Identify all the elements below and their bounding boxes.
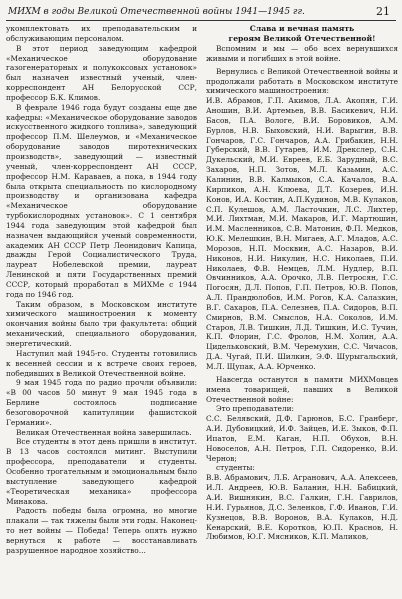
memory-intro: Навсегда останутся в памяти МИХМовцев имена товарищей, павших в Великой Отечественной войне: [206,374,398,404]
page-number: 21 [376,5,390,18]
paragraph: В этот период заведующим кафедрой «Механическое оборудование газогенераторных и полукоксовых установок» был назначен известный ученый, член-корреспондент АН Белорусской ССР, профессор Б.К. Климов. [6,43,197,102]
paragraph: Наступил май 1945-го. Студенты готовились к весенней сессии и к встрече своих героев, победивших в Великой Отечественной войне. [6,348,197,378]
paragraph: 9 мая 1945 года по радио прочли объявили: «В 00 часов 50 минут 9 мая 1945 года в Берлине состоялось подписание безоговорочной капитуляции фашистской Германии». [6,378,197,427]
running-header [8,4,394,20]
right-column [206,24,398,599]
teachers-label: Это преподаватели: [216,404,295,414]
paragraph: В феврале 1946 года будут созданы еще две кафедры: «Механическое оборудование заводов искусственного жидкого топлива», заведующий профессор П.М. Шелеумов, и «Механическое оборудование заводов пиротехнических производств», заведующий — известный ученый, член-корреспондент АН СССР, профессор Н.М. Караваев, а пока, в 1944 году была открыта специальность по кислородному производству и организована кафедра «Механическое оборудование турбокислородных установок». С 1 сентября 1944 года заведующим этой кафедрой был назначен выдающийся ученый современности, академик АН СССР Петр Леонидович Капица, дважды Герой Социалистического Труда, лауреат Нобелевской премии, лауреат Ленинской и пяти Государственных премий СССР, который проработал в МИХМе с 1944 года по 1946 год. [6,102,197,299]
intro-paragraph: Вспомним и мы — обо всех вернувшихся живыми и погибших в этой войне. [206,44,398,63]
teachers-names-list: С.С. Белявский, Д.Ф. Гарюнов, Б.С. Гранберг, А.И. Дубовицкий, И.Ф. Зайцев, И.Е. Зыков, Ф.П. Ипатов, Е.М. Каган, Н.П. Обухов, В.Н. Новоселов, А.Н. Петров, Г.П. Сидоренко, В.И. Чернов; [206,414,398,463]
paragraph: укомплектовать их преподавательским и обслуживающим персоналом. [6,24,197,43]
left-column [6,24,197,599]
section-title: Слава и вечная память [249,24,355,33]
paragraph: Великая Отечественная война завершилась. [16,427,192,437]
section-subtitle: героям Великой Отечественной! [228,34,376,43]
header-rule [6,20,396,21]
returned-intro: Вернулись с Великой Отечественной войны и продолжали работать в Московском институте химического машиностроения: [206,66,398,96]
students-names-list: В.В. Абрамович, Л.Б. Агранович, А.А. Алексеев, И.Л. Андреев, Ю.В. Баланин, Н.Н. Бабицкий, А.И. Вишнякин, В.С. Галкин, Г.Н. Гаврилов, Н.И. Гурьянов, Д.С. Зеленков, Г.Ф. Иванов, Г.И. Кузнецов, В.В. Воронов, В.А. Кулаков, Н.Д. Кенарский, В.Е. Коротков, Ю.П. Краснов, Н. Любимов, Ю.Г. Мясников, К.П. Маликов, [206,473,398,542]
paragraph: Все студенты в этот день пришли в институт. В 13 часов состоялся митинг. Выступили профессора, преподаватели и студенты. Особенно трогательным и эмоциональным было выступление заведующего кафедрой «Теоретическая механика» профессора Минакова. [6,437,197,506]
running-title: МИХМ в годы Великой Отечественной войны 1941—1945 гг. [8,7,305,17]
paragraph: Радость победы была огромна, но многие плакали — так тяжелы были эти годы. Наконец-то нет войны — Победа! Теперь опять нужно вернуться к работе — восстанавливать разрушенное народное хозяйство... [6,506,197,555]
paragraph: Таким образом, в Московском институте химического машиностроения к моменту окончания войны было три факультета: общий механический, специального оборудования, энергетический. [6,299,197,348]
students-label: студенты: [216,463,255,473]
returned-names-list: И.В. Абрамов, Г.П. Акимов, Л.А. Акопян, Г.И. Аношин, В.И. Артемьев, В.В. Басикевич, Н.И. Басов, П.А. Вологе, В.И. Боровиков, А.М. Бурлов, Н.В. Быховский, Н.И. Варыгин, В.В. Гончаров, Г.С. Гончаров, А.А. Грибакин, Н.Н. Губерский, В.В. Гутарев, И.М. Дрекслер, С.Н. Дукельский, М.И. Евреев, Е.Б. Зарудный, В.С. Захаров, Н.П. Зотов, М.Л. Казьмин, А.С. Калинин, В.В. Калмыков, С.А. Качалов, В.А. Кирпиков, А.Н. Клюева, Д.Т. Козерев, И.Н. Конов, И.А. Костин, А.П.Кудинов, М.В. Кулаков, С.П. Кулешов, А.М. Ласточкин, Л.С. Лихтер, М.И. Лихтман, М.И. Макаров, И.Г. Мартюшин, И.М. Масленников, С.В. Матонин, Ф.П. Медков, Ю.К. Мелешкин, В.Н. Мигаев, А.Г. Младов, А.С. Морозов, Н.П. Москвин, А.С. Назаров, В.И. Никонов, Н.И. Никулин, Н.С. Николаев, П.И. Николаев, Ф.В. Немцев, Л.М. Нудлер, В.П. Овчинников, А.А. Орочко, Л.В. Петросян, Г.С. Погосян, Д.Л. Попов, Г.П. Петров, Ю.В. Попов, А.Л. Прандюлобов, И.М. Рогов, К.А. Салазкин, В.Г. Сахаров, П.А. Селезнев, П.А. Сидоров, В.П. Смирнов, В.М. Смыслов, Н.А. Соколов, И.М. Старов, Л.В. Тишкин, Л.Д. Тишкин, И.С. Тучин, К.П. Флорин, Г.С. Фролов, Н.М. Холин, А.А. Цидельковский, В.М. Черемухин, С.С. Чичасов, Д.А. Чугай, П.И. Шилкин, Э.Ф. Шурыгальский, М.Л. Щупак, А.А. Юрченко. [206,96,398,371]
